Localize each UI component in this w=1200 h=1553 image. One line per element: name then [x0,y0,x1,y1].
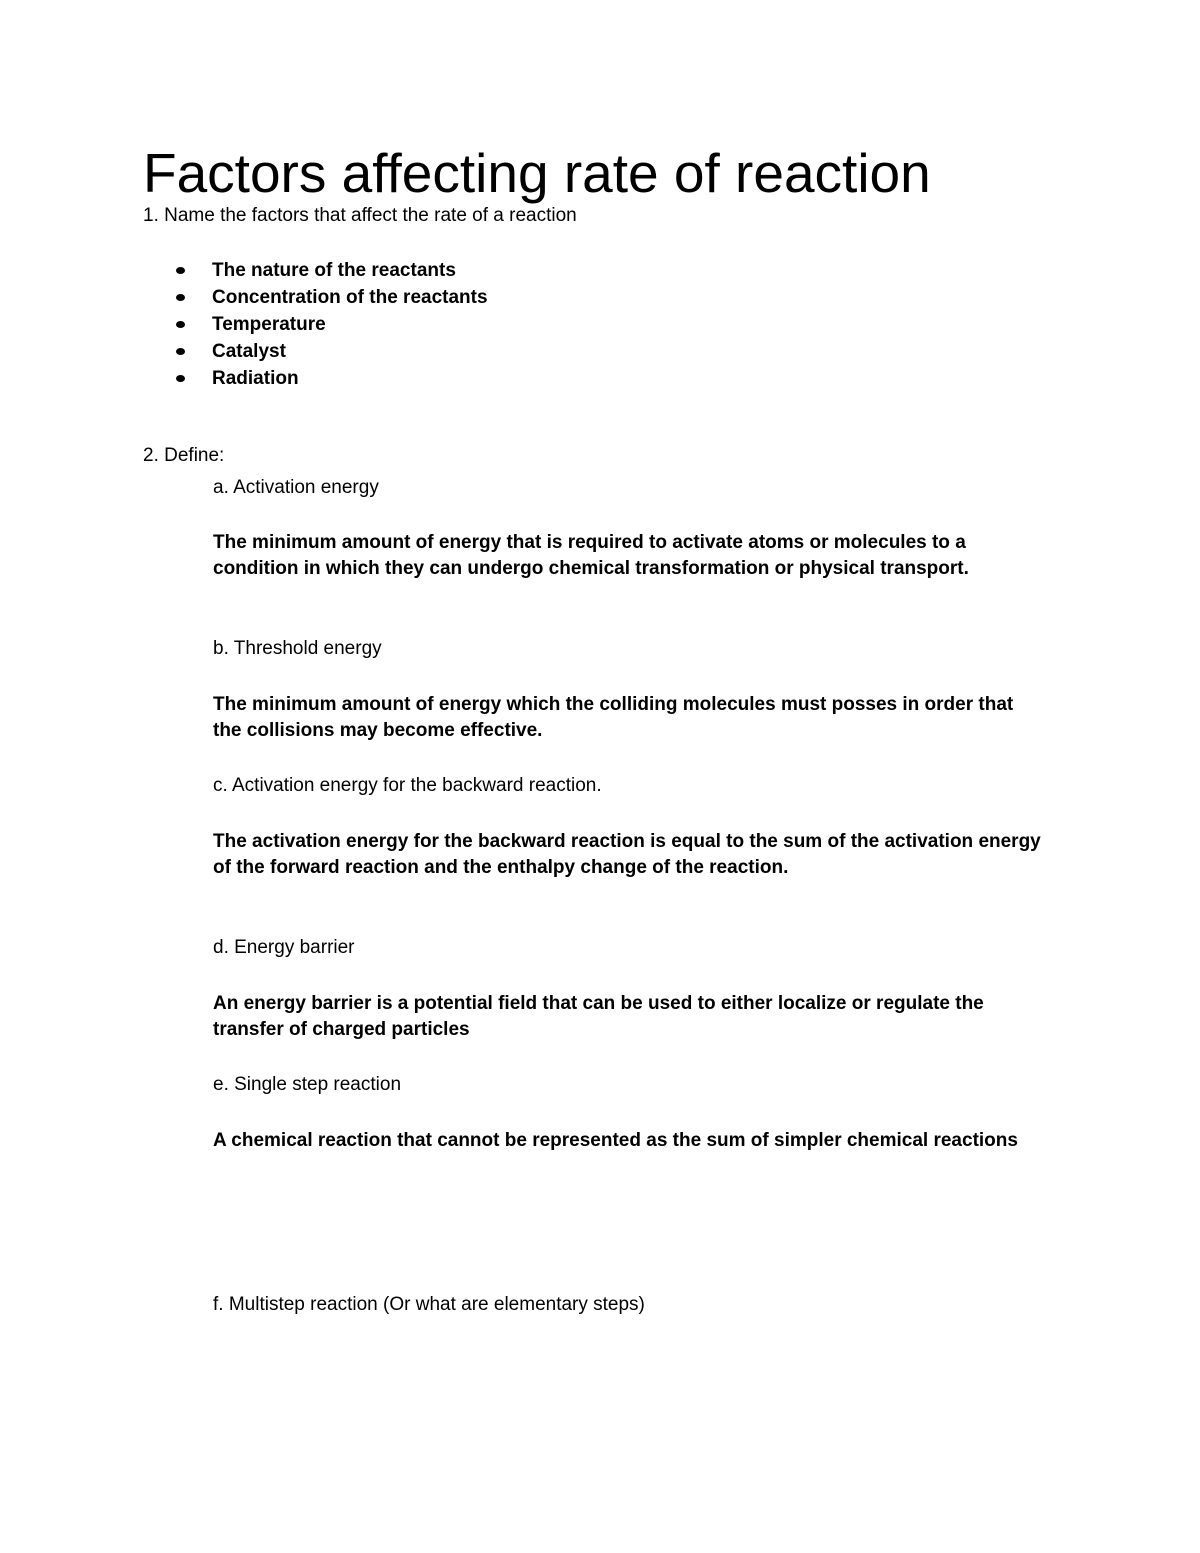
definition-label-backward-activation-energy: c. Activation energy for the backward reaction. [213,775,602,796]
bullet-icon [176,294,185,301]
definition-label-multistep-reaction: f. Multistep reaction (Or what are elementary steps) [213,1294,645,1315]
definition-label-activation-energy: a. Activation energy [213,477,379,498]
factor-label: Concentration of the reactants [212,287,488,308]
definition-answer-threshold-energy: The minimum amount of energy which the colliding molecules must posses in order that the collisions may become effective. [213,694,1014,741]
question-2-prompt: 2. Define: [143,445,225,466]
factor-label: Catalyst [212,341,286,362]
definition-label-threshold-energy: b. Threshold energy [213,638,382,659]
definition-label-energy-barrier: d. Energy barrier [213,937,355,958]
definition-answer-single-step-reaction: A chemical reaction that cannot be represented as the sum of simpler chemical reactions [213,1130,1018,1151]
page-title: Factors affecting rate of reaction [143,142,931,204]
definition-answer-activation-energy: The minimum amount of energy that is required to activate atoms or molecules to a condition in which they can undergo chemical transformation or physical transport. [213,532,969,579]
question-1-prompt: 1. Name the factors that affect the rate of a reaction [143,205,577,226]
bullet-icon [176,321,185,328]
factor-label: Radiation [212,368,299,389]
definition-label-single-step-reaction: e. Single step reaction [213,1074,402,1095]
bullet-icon [176,267,185,274]
bullet-icon [176,348,185,355]
bullet-icon [176,375,185,382]
factor-label: Temperature [212,314,326,335]
definition-answer-backward-activation-energy: The activation energy for the backward reaction is equal to the sum of the activation energy of the forward reaction and the enthalpy change of the reaction. [213,831,1041,878]
factor-label: The nature of the reactants [212,260,456,281]
definition-answer-energy-barrier: An energy barrier is a potential field that can be used to either localize or regulate the transfer of charged particles [213,993,984,1040]
